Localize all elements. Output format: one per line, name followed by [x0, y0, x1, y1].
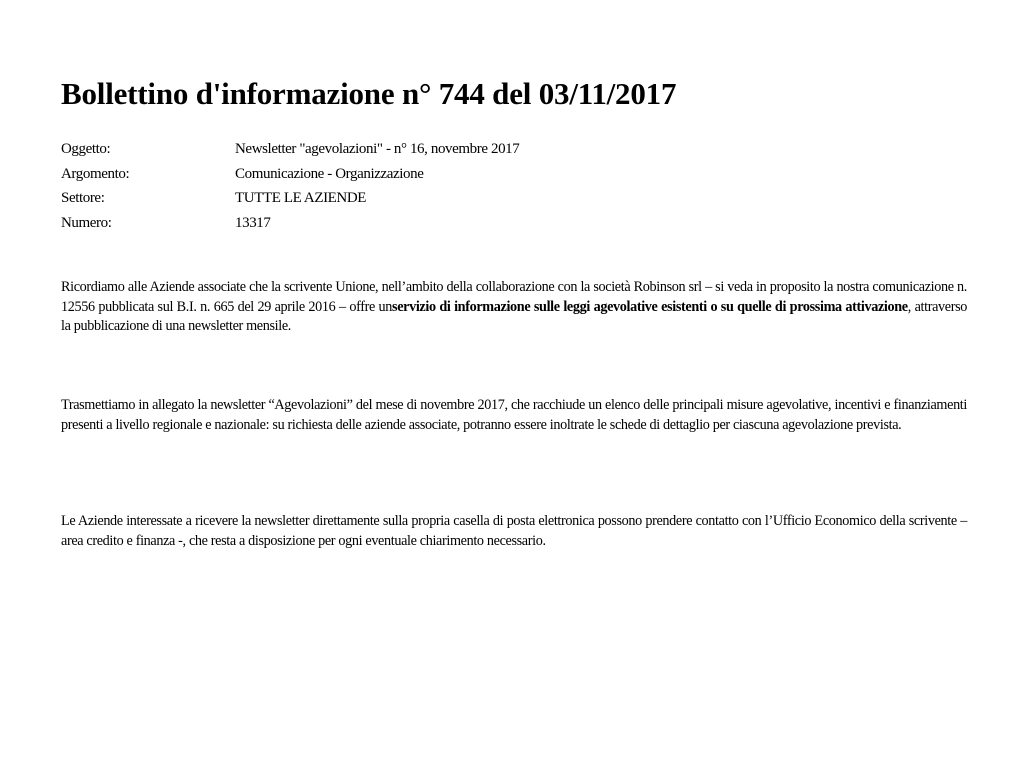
- body-paragraph-3: Le Aziende interessate a ricevere la newsletter direttamente sulla propria casella di posta elettronica possono prendere contatto con l’Ufficio Economico della scrivente – area credito e finanza -, che resta a disposizione per ogni eventuale chiarimento necessario.: [61, 513, 967, 549]
- meta-row-settore: [61, 186, 761, 211]
- meta-label: Settore:: [61, 190, 105, 206]
- meta-label: Numero:: [61, 214, 112, 231]
- body-paragraph-1: [61, 278, 967, 337]
- meta-row-oggetto: [61, 137, 761, 162]
- meta-label: Oggetto:: [61, 141, 111, 157]
- meta-value: Newsletter "agevolazioni" - n° 16, novembre 2017: [235, 141, 520, 157]
- document-title: Bollettino d'informazione n° 744 del 03/11/2017: [61, 76, 677, 111]
- body-paragraph-2: Trasmettiamo in allegato la newsletter “Agevolazioni” del mese di novembre 2017, che racchiude un elenco delle principali misure agevolative, incentivi e finanziamenti presenti a livello regionale e nazionale: su richiesta delle aziende associate, potranno essere inoltrate le schede di dettaglio per ciascuna agevolazione prevista.: [61, 397, 967, 433]
- meta-row-numero: [61, 211, 761, 236]
- paragraph-text: Ricordiamo alle Aziende associate che la scrivente Unione, nell’ambito della collaborazione con la società Robinson srl – si veda in proposito la nostra comunicazione n. 12556 pubblicata sul B.I. n. 665 del 29 aprile 2016 – offre un: [61, 279, 967, 315]
- meta-value: Comunicazione - Organizzazione: [235, 165, 424, 182]
- meta-value: 13317: [235, 214, 271, 231]
- meta-value: TUTTE LE AZIENDE: [235, 190, 367, 206]
- metadata-table: [61, 137, 761, 235]
- paragraph-text: , attraverso la pubblicazione di una newsletter mensile.: [61, 298, 967, 334]
- meta-label: Argomento:: [61, 165, 130, 182]
- paragraph-bold-text: servizio di informazione sulle leggi agevolative esistenti o su quelle di prossima attivazione: [392, 298, 908, 315]
- meta-row-argomento: [61, 162, 761, 187]
